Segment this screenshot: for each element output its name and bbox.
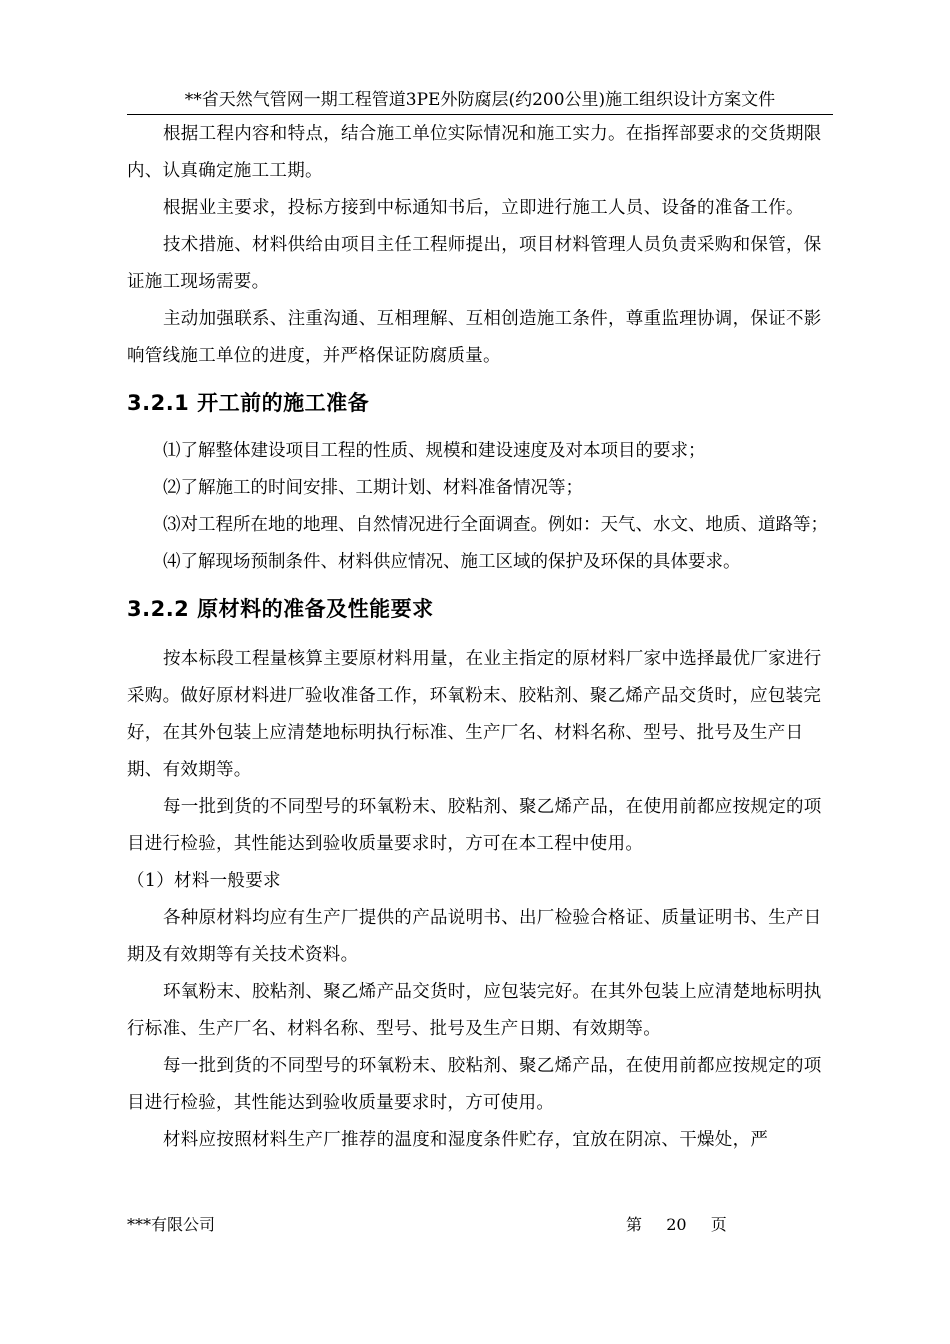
section-heading-3-2-2: 3.2.2 原材料的准备及性能要求 <box>127 597 434 621</box>
requirements-paragraph: 材料应按照材料生产厂推荐的温度和湿度条件贮存，宜放在阴凉、干燥处，严 <box>163 1130 769 1150</box>
section-heading-3-2-1: 3.2.1 开工前的施工准备 <box>127 391 370 415</box>
intro-paragraph: 根据工程内容和特点，结合施工单位实际情况和施工实力。在指挥部要求的交货期限内、认真确定施工工期。 <box>127 124 822 181</box>
subheading-material-requirements: （1）材料一般要求 <box>127 871 281 891</box>
footer-page-number <box>626 1214 727 1236</box>
intro-paragraph: 根据业主要求，投标方接到中标通知书后，立即进行施工人员、设备的准备工作。 <box>163 198 804 218</box>
requirements-paragraph: 各种原材料均应有生产厂提供的产品说明书、出厂检验合格证、质量证明书、生产日期及有效期等有关技术资料。 <box>127 908 822 965</box>
prep-item: ⑷了解现场预制条件、材料供应情况、施工区域的保护及环保的具体要求。 <box>163 552 741 572</box>
intro-paragraph: 技术措施、材料供给由项目主任工程师提出，项目材料管理人员负责采购和保管，保证施工现场需要。 <box>127 235 822 292</box>
prep-item: ⑵了解施工的时间安排、工期计划、材料准备情况等； <box>163 478 583 498</box>
footer-page-suffix: 页 <box>710 1215 727 1234</box>
footer-company: ***有限公司 <box>127 1215 216 1234</box>
footer-page-value: 20 <box>666 1215 687 1234</box>
document-body <box>127 116 833 1159</box>
materials-paragraph: 每一批到货的不同型号的环氧粉末、胶粘剂、聚乙烯产品，在使用前都应按规定的项目进行检验，其性能达到验收质量要求时，方可在本工程中使用。 <box>127 797 822 854</box>
prep-item: ⑴了解整体建设项目工程的性质、规模和建设速度及对本项目的要求； <box>163 441 706 461</box>
header-title: **省天然气管网一期工程管道3PE外防腐层(约200公里)施工组织设计方案文件 <box>184 90 776 110</box>
prep-item: ⑶对工程所在地的地理、自然情况进行全面调查。例如：天气、水文、地质、道路等； <box>163 515 828 535</box>
requirements-paragraph: 每一批到货的不同型号的环氧粉末、胶粘剂、聚乙烯产品，在使用前都应按规定的项目进行检验，其性能达到验收质量要求时，方可使用。 <box>127 1056 822 1113</box>
materials-paragraph: 按本标段工程量核算主要原材料用量，在业主指定的原材料厂家中选择最优厂家进行采购。做好原材料进厂验收准备工作，环氧粉末、胶粘剂、聚乙烯产品交货时，应包装完好，在其外包装上应清楚地标明执行标准、生产厂名、材料名称、型号、批号及生产日期、有效期等。 <box>127 649 822 780</box>
requirements-paragraph: 环氧粉末、胶粘剂、聚乙烯产品交货时，应包装完好。在其外包装上应清楚地标明执行标准、生产厂名、材料名称、型号、批号及生产日期、有效期等。 <box>127 982 822 1039</box>
intro-paragraph: 主动加强联系、注重沟通、互相理解、互相创造施工条件，尊重监理协调，保证不影响管线施工单位的进度，并严格保证防腐质量。 <box>127 309 822 366</box>
page-header <box>127 88 833 115</box>
footer-page-prefix: 第 <box>626 1215 643 1234</box>
